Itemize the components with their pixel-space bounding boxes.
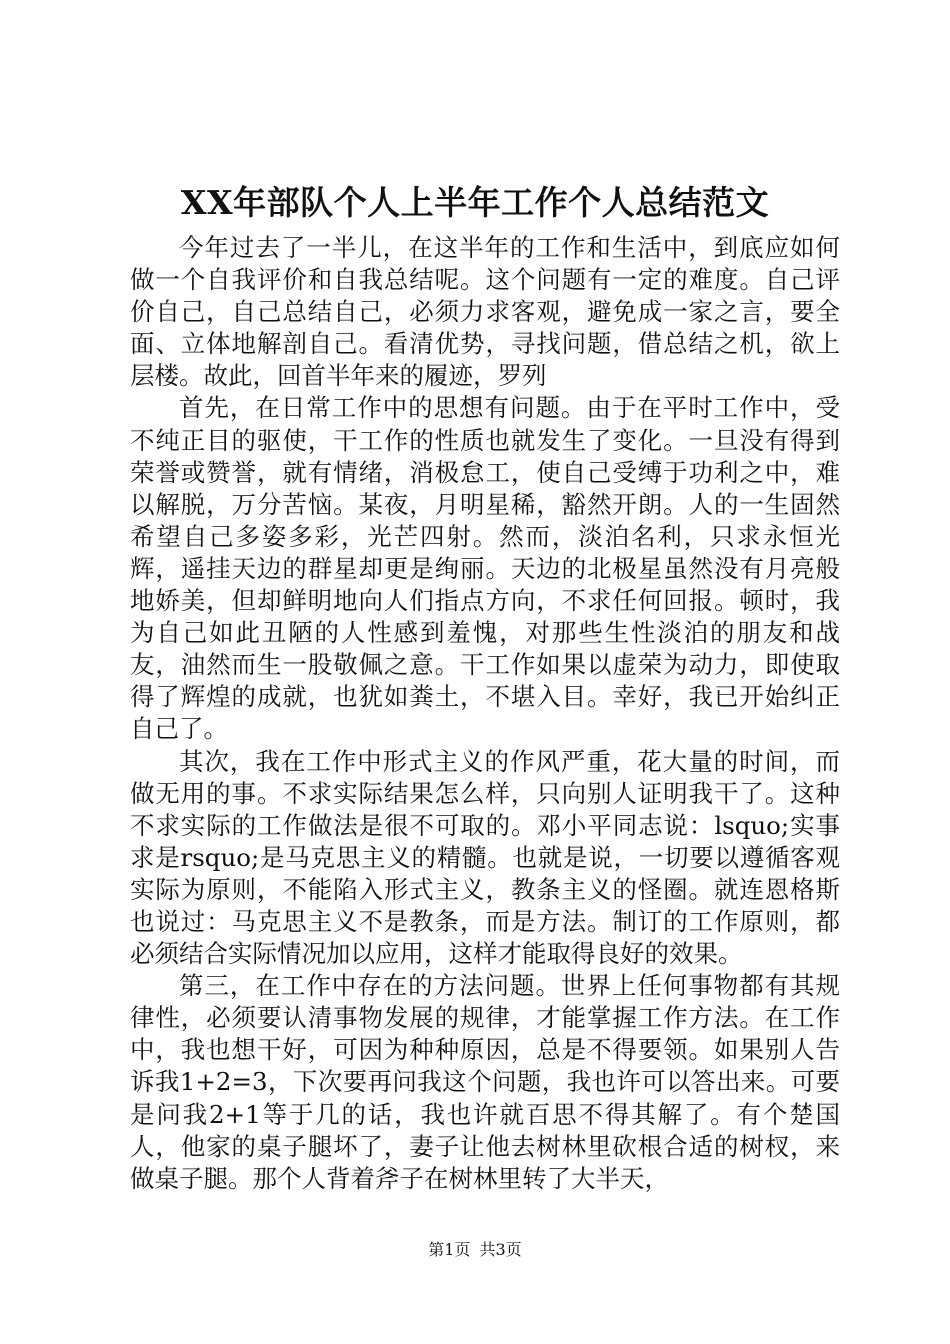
document-body (130, 232, 840, 1195)
paragraph-third: 第三，在工作中存在的方法问题。世界上任何事物都有其规律性，必须要认清事物发展的规律，才能掌握工作方法。在工作中，我也想干好，可因为种种原因，总是不得要领。如果别人告诉我1+2=3，下次要再问我这个问题，我也许可以答出来。可要是问我2+1等于几的话，我也许就百思不得其解了。有个楚国人，他家的桌子腿坏了，妻子让他去树林里砍根合适的树杈，来做桌子腿。那个人背着斧子在树林里转了大半天， (130, 971, 840, 1193)
page-total: 共3页 (479, 1240, 522, 1259)
document-title: XX年部队个人上半年工作个人总结范文 (180, 183, 770, 222)
page-footer (0, 1240, 950, 1260)
paragraph-intro: 今年过去了一半儿，在这半年的工作和生活中，到底应如何做一个自我评价和自我总结呢。这个问题有一定的难度。自己评价自己，自己总结自己，必须力求客观，避免成一家之言，要全面、立体地解剖自己。看清优势，寻找问题，借总结之机，欲上层楼。故此，回首半年来的履迹，罗列 (130, 233, 840, 391)
page-number: 第1页 (428, 1240, 471, 1259)
paragraph-first: 首先，在日常工作中的思想有问题。由于在平时工作中，受不纯正目的驱使，干工作的性质也就发生了变化。一旦没有得到荣誉或赞誉，就有情绪，消极怠工，使自己受缚于功利之中，难以解脱，万分苦恼。某夜，月明星稀，豁然开朗。人的一生固然希望自己多姿多彩，光芒四射。然而，淡泊名利，只求永恒光辉，遥挂天边的群星却更是绚丽。天边的北极星虽然没有月亮般地娇美，但却鲜明地向人们指点方向，不求任何回报。顿时，我为自己如此丑陋的人性感到羞愧，对那些生性淡泊的朋友和战友，油然而生一股敬佩之意。干工作如果以虚荣为动力，即使取得了辉煌的成就，也犹如粪土，不堪入目。幸好，我已开始纠正自己了。 (130, 393, 840, 744)
paragraph-second: 其次，我在工作中形式主义的作风严重，花大量的时间，而做无用的事。不求实际结果怎么样，只向别人证明我干了。这种不求实际的工作做法是很不可取的。邓小平同志说：lsquo;实事求是rsquo;是马克思主义的精髓。也就是说，一切要以遵循客观实际为原则，不能陷入形式主义，教条主义的怪圈。就连恩格斯也说过：马克思主义不是教条，而是方法。制订的工作原则，都必须结合实际情况加以应用，这样才能取得良好的效果。 (130, 746, 840, 969)
